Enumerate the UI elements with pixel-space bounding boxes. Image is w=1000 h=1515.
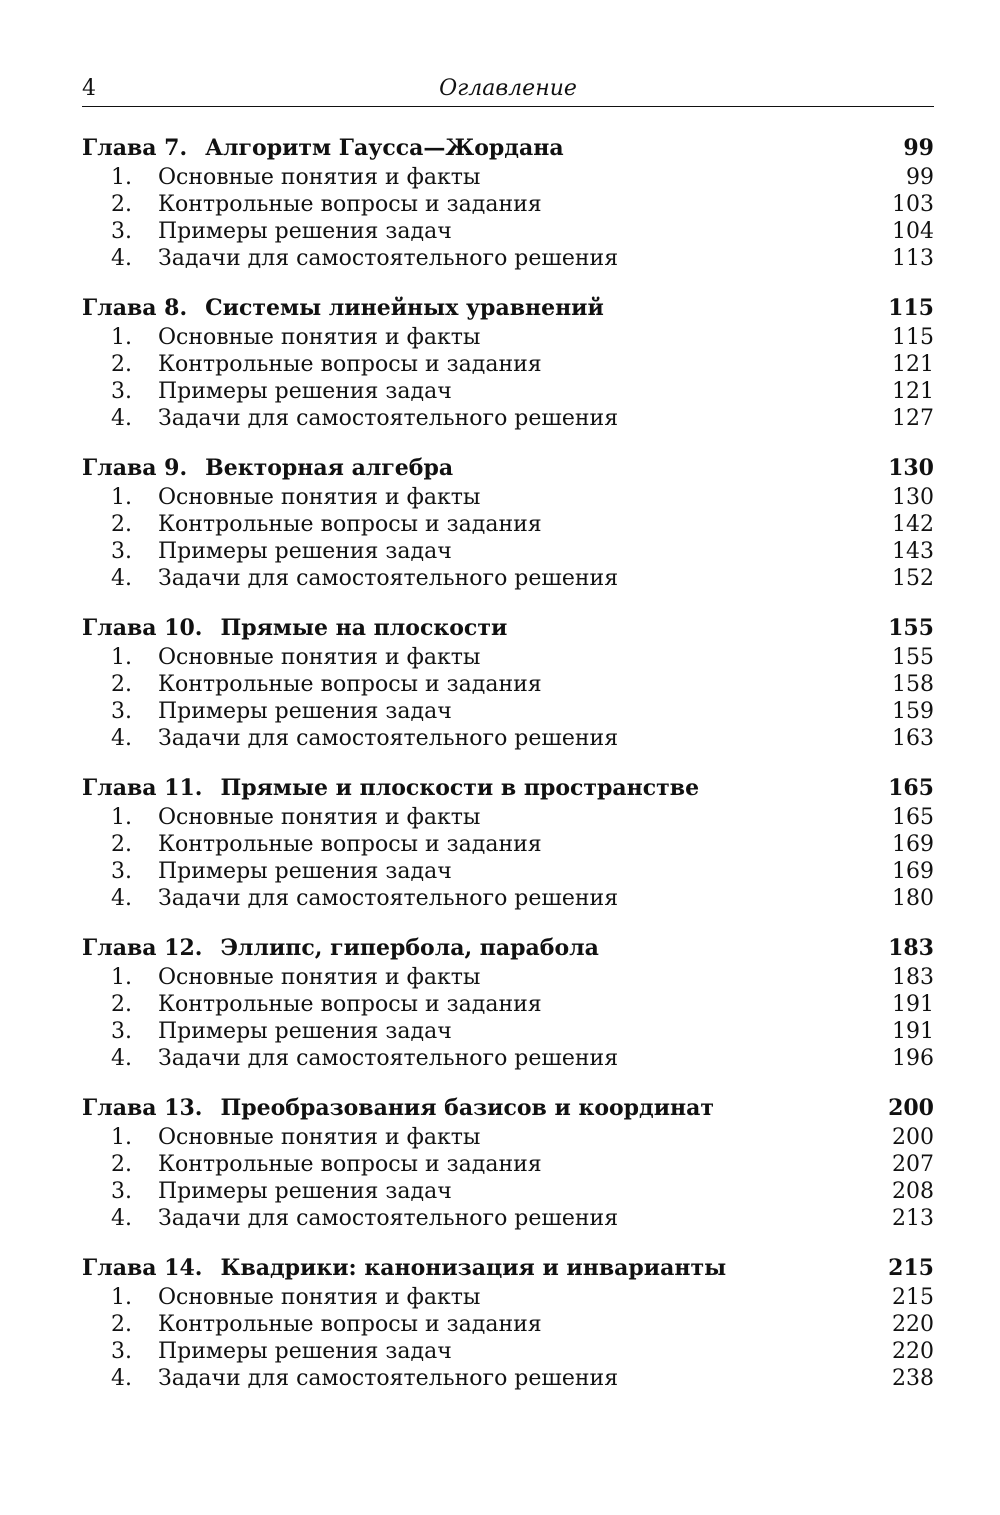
toc-section-entry[interactable] <box>82 1179 934 1206</box>
section-number: 2. <box>111 192 132 217</box>
toc-section-entry[interactable] <box>82 699 934 726</box>
section-page-number: 115 <box>892 325 934 350</box>
section-number: 4. <box>111 726 132 751</box>
section-page-number: 142 <box>892 512 934 537</box>
section-number: 3. <box>111 539 132 564</box>
toc-section-entry[interactable] <box>82 352 934 379</box>
toc-section-entry[interactable] <box>82 192 934 219</box>
section-title: Основные понятия и факты <box>158 805 481 830</box>
section-title: Контрольные вопросы и задания <box>158 992 542 1017</box>
section-number: 1. <box>111 1125 132 1150</box>
section-number: 4. <box>111 886 132 911</box>
chapter-label: Глава 10. <box>82 615 203 641</box>
toc-section-entry[interactable] <box>82 539 934 566</box>
section-title: Примеры решения задач <box>158 219 452 244</box>
section-list <box>82 485 934 593</box>
section-number: 2. <box>111 672 132 697</box>
chapter-heading[interactable] <box>82 1255 934 1285</box>
section-list <box>82 645 934 753</box>
toc-chapter <box>82 295 934 433</box>
toc-section-entry[interactable] <box>82 1285 934 1312</box>
chapter-page-number: 115 <box>888 295 934 321</box>
chapter-label: Глава 11. <box>82 775 203 801</box>
toc-chapter <box>82 615 934 753</box>
chapter-page-number: 130 <box>888 455 934 481</box>
chapter-title: Квадрики: канонизация и инварианты <box>220 1255 727 1281</box>
section-list <box>82 1285 934 1393</box>
section-title: Контрольные вопросы и задания <box>158 512 542 537</box>
chapter-title: Системы линейных уравнений <box>205 295 604 321</box>
section-number: 1. <box>111 1285 132 1310</box>
table-of-contents <box>82 135 934 1393</box>
section-title: Основные понятия и факты <box>158 325 481 350</box>
toc-chapter <box>82 135 934 273</box>
toc-section-entry[interactable] <box>82 992 934 1019</box>
toc-section-entry[interactable] <box>82 566 934 593</box>
section-page-number: 220 <box>892 1312 934 1337</box>
section-title: Контрольные вопросы и задания <box>158 352 542 377</box>
section-title: Основные понятия и факты <box>158 1285 481 1310</box>
toc-section-entry[interactable] <box>82 1152 934 1179</box>
section-page-number: 143 <box>892 539 934 564</box>
section-number: 4. <box>111 406 132 431</box>
section-title: Задачи для самостоятельного решения <box>158 406 619 431</box>
section-number: 3. <box>111 379 132 404</box>
chapter-label: Глава 14. <box>82 1255 203 1281</box>
section-number: 3. <box>111 1019 132 1044</box>
section-title: Примеры решения задач <box>158 1179 452 1204</box>
section-number: 1. <box>111 485 132 510</box>
section-list <box>82 1125 934 1233</box>
chapter-title: Алгоритм Гаусса—Жордана <box>205 135 564 161</box>
section-page-number: 165 <box>892 805 934 830</box>
section-page-number: 155 <box>892 645 934 670</box>
section-number: 3. <box>111 219 132 244</box>
section-page-number: 121 <box>892 352 934 377</box>
section-number: 2. <box>111 352 132 377</box>
section-page-number: 159 <box>892 699 934 724</box>
section-number: 3. <box>111 1179 132 1204</box>
toc-section-entry[interactable] <box>82 165 934 192</box>
section-number: 3. <box>111 1339 132 1364</box>
chapter-title: Прямые и плоскости в пространстве <box>220 775 700 801</box>
toc-section-entry[interactable] <box>82 1019 934 1046</box>
section-title: Задачи для самостоятельного решения <box>158 726 619 751</box>
section-title: Задачи для самостоятельного решения <box>158 246 619 271</box>
section-title: Задачи для самостоятельного решения <box>158 1206 619 1231</box>
section-page-number: 169 <box>892 832 934 857</box>
toc-section-entry[interactable] <box>82 672 934 699</box>
running-title: Оглавление <box>439 76 577 101</box>
section-page-number: 130 <box>892 485 934 510</box>
chapter-page-number: 215 <box>888 1255 934 1281</box>
section-title: Задачи для самостоятельного решения <box>158 1046 619 1071</box>
toc-section-entry[interactable] <box>82 512 934 539</box>
toc-section-entry[interactable] <box>82 219 934 246</box>
section-title: Примеры решения задач <box>158 1339 452 1364</box>
toc-section-entry[interactable] <box>82 1125 934 1152</box>
chapter-page-number: 165 <box>888 775 934 801</box>
section-title: Контрольные вопросы и задания <box>158 672 542 697</box>
chapter-label: Глава 7. <box>82 135 188 161</box>
toc-section-entry[interactable] <box>82 1366 934 1393</box>
toc-section-entry[interactable] <box>82 886 934 913</box>
section-title: Примеры решения задач <box>158 699 452 724</box>
toc-section-entry[interactable] <box>82 859 934 886</box>
toc-section-entry[interactable] <box>82 1046 934 1073</box>
toc-section-entry[interactable] <box>82 1312 934 1339</box>
toc-section-entry[interactable] <box>82 965 934 992</box>
toc-chapter <box>82 775 934 913</box>
chapter-title: Преобразования базисов и координат <box>220 1095 715 1121</box>
section-list <box>82 805 934 913</box>
chapter-heading[interactable] <box>82 135 934 165</box>
section-title: Контрольные вопросы и задания <box>158 832 542 857</box>
chapter-title: Эллипс, гипербола, парабола <box>220 935 599 961</box>
chapter-heading[interactable] <box>82 1095 934 1125</box>
section-title: Примеры решения задач <box>158 859 452 884</box>
chapter-title: Прямые на плоскости <box>220 615 508 641</box>
section-page-number: 104 <box>892 219 934 244</box>
section-page-number: 99 <box>906 165 934 190</box>
toc-section-entry[interactable] <box>82 406 934 433</box>
toc-chapter <box>82 935 934 1073</box>
section-title: Основные понятия и факты <box>158 1125 481 1150</box>
section-page-number: 158 <box>892 672 934 697</box>
section-list <box>82 165 934 273</box>
section-page-number: 220 <box>892 1339 934 1364</box>
section-number: 1. <box>111 965 132 990</box>
section-title: Примеры решения задач <box>158 1019 452 1044</box>
section-number: 4. <box>111 1366 132 1391</box>
toc-section-entry[interactable] <box>82 325 934 352</box>
section-title: Примеры решения задач <box>158 379 452 404</box>
section-page-number: 127 <box>892 406 934 431</box>
chapter-page-number: 99 <box>903 135 934 161</box>
section-title: Контрольные вопросы и задания <box>158 1312 542 1337</box>
section-page-number: 238 <box>892 1366 934 1391</box>
section-number: 3. <box>111 859 132 884</box>
section-title: Примеры решения задач <box>158 539 452 564</box>
running-head <box>82 72 934 107</box>
section-title: Контрольные вопросы и задания <box>158 192 542 217</box>
section-number: 4. <box>111 246 132 271</box>
chapter-title: Векторная алгебра <box>205 455 454 481</box>
toc-chapter <box>82 1255 934 1393</box>
chapter-label: Глава 9. <box>82 455 188 481</box>
section-title: Задачи для самостоятельного решения <box>158 1366 619 1391</box>
toc-section-entry[interactable] <box>82 832 934 859</box>
chapter-heading[interactable] <box>82 455 934 485</box>
section-number: 4. <box>111 566 132 591</box>
section-page-number: 152 <box>892 566 934 591</box>
section-number: 1. <box>111 325 132 350</box>
section-title: Основные понятия и факты <box>158 965 481 990</box>
chapter-page-number: 200 <box>888 1095 934 1121</box>
section-page-number: 169 <box>892 859 934 884</box>
section-page-number: 163 <box>892 726 934 751</box>
chapter-label: Глава 8. <box>82 295 188 321</box>
section-list <box>82 965 934 1073</box>
section-title: Задачи для самостоятельного решения <box>158 566 619 591</box>
section-title: Основные понятия и факты <box>158 165 481 190</box>
section-number: 4. <box>111 1206 132 1231</box>
toc-section-entry[interactable] <box>82 1206 934 1233</box>
section-number: 2. <box>111 512 132 537</box>
section-page-number: 113 <box>892 246 934 271</box>
section-number: 1. <box>111 805 132 830</box>
chapter-label: Глава 13. <box>82 1095 203 1121</box>
chapter-heading[interactable] <box>82 615 934 645</box>
chapter-heading[interactable] <box>82 295 934 325</box>
toc-section-entry[interactable] <box>82 485 934 512</box>
section-page-number: 200 <box>892 1125 934 1150</box>
section-title: Основные понятия и факты <box>158 485 481 510</box>
chapter-label: Глава 12. <box>82 935 203 961</box>
section-page-number: 191 <box>892 1019 934 1044</box>
toc-section-entry[interactable] <box>82 645 934 672</box>
section-page-number: 215 <box>892 1285 934 1310</box>
section-number: 2. <box>111 1312 132 1337</box>
toc-section-entry[interactable] <box>82 726 934 753</box>
chapter-heading[interactable] <box>82 775 934 805</box>
toc-chapter <box>82 455 934 593</box>
chapter-page-number: 183 <box>888 935 934 961</box>
toc-section-entry[interactable] <box>82 805 934 832</box>
chapter-heading[interactable] <box>82 935 934 965</box>
toc-section-entry[interactable] <box>82 1339 934 1366</box>
section-page-number: 208 <box>892 1179 934 1204</box>
page <box>82 72 934 1415</box>
page-number: 4 <box>82 76 96 101</box>
toc-section-entry[interactable] <box>82 246 934 273</box>
section-page-number: 191 <box>892 992 934 1017</box>
section-number: 1. <box>111 165 132 190</box>
section-number: 3. <box>111 699 132 724</box>
section-page-number: 196 <box>892 1046 934 1071</box>
section-title: Задачи для самостоятельного решения <box>158 886 619 911</box>
section-list <box>82 325 934 433</box>
section-page-number: 207 <box>892 1152 934 1177</box>
toc-section-entry[interactable] <box>82 379 934 406</box>
section-page-number: 121 <box>892 379 934 404</box>
section-number: 2. <box>111 992 132 1017</box>
section-number: 4. <box>111 1046 132 1071</box>
section-number: 1. <box>111 645 132 670</box>
section-number: 2. <box>111 1152 132 1177</box>
section-title: Основные понятия и факты <box>158 645 481 670</box>
section-page-number: 103 <box>892 192 934 217</box>
section-title: Контрольные вопросы и задания <box>158 1152 542 1177</box>
section-number: 2. <box>111 832 132 857</box>
chapter-page-number: 155 <box>888 615 934 641</box>
section-page-number: 180 <box>892 886 934 911</box>
section-page-number: 213 <box>892 1206 934 1231</box>
toc-chapter <box>82 1095 934 1233</box>
section-page-number: 183 <box>892 965 934 990</box>
